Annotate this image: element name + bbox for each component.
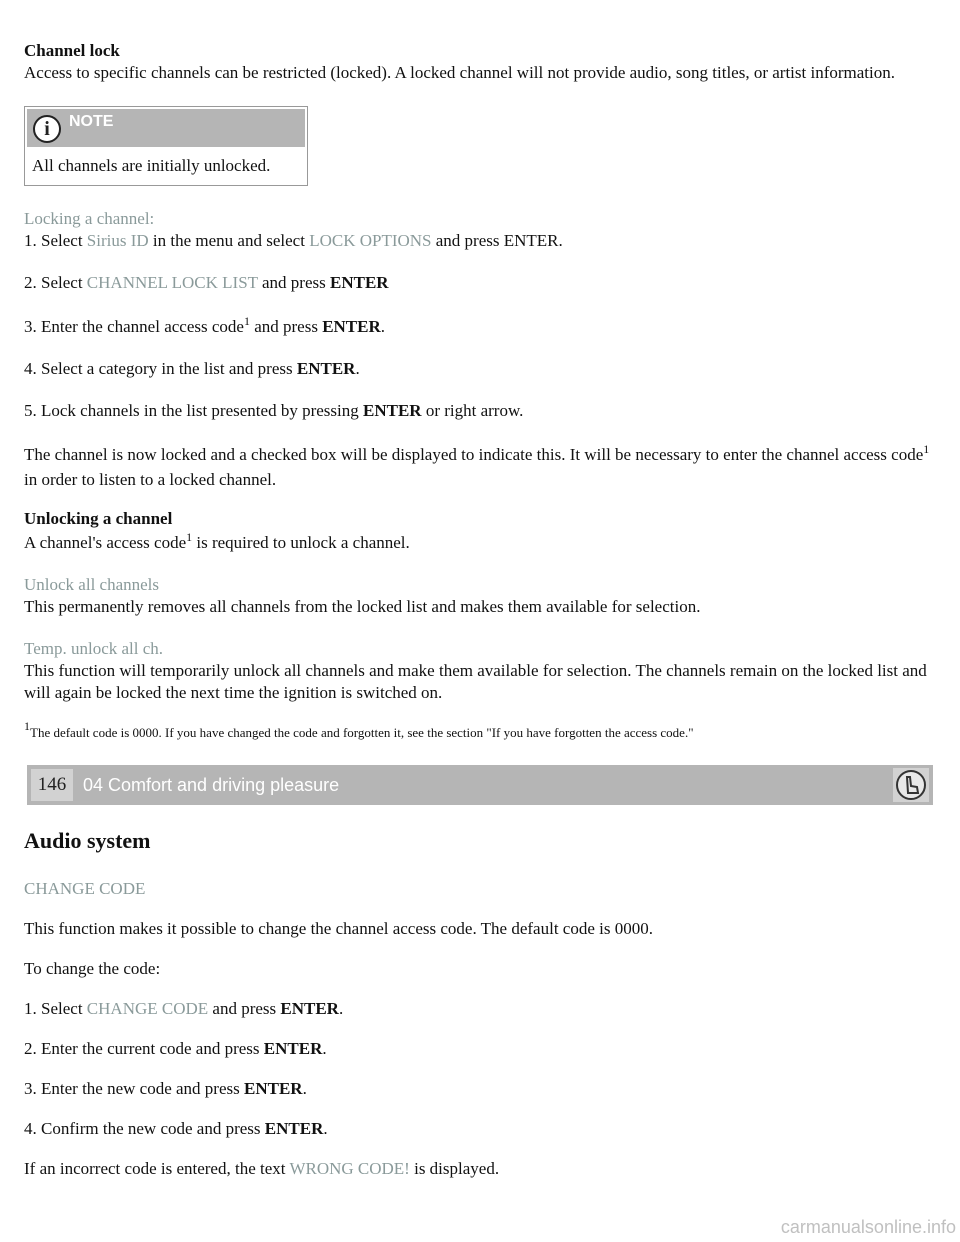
chapter-title: 04 Comfort and driving pleasure [83, 775, 340, 795]
locking-step-3: 3. Enter the channel access code$^1$ and press ENTER. [24, 314, 386, 336]
change-step-1: 1. Select CHANGE CODE and press ENTER. [24, 999, 344, 1018]
change-step-2: 2. Enter the current code and press ENTER. [24, 1039, 327, 1058]
seat-icon [896, 770, 926, 800]
audio-section [24, 828, 936, 1180]
note-text: All channels are initially unlocked. [32, 156, 271, 175]
wrong-code-text: If an incorrect code is entered, the text WRONG CODE! is displayed. [24, 1159, 500, 1178]
locking-step-4: 4. Select a category in the list and press ENTER. [24, 359, 360, 378]
unlock-all-heading: Unlock all channels [24, 575, 160, 594]
locking-heading: Locking a channel: [24, 209, 155, 228]
watermark: carmanualsonline.info [780, 1217, 956, 1237]
temp-unlock-text: This function will temporarily unlock all channels and make them available for selection. The channels remain on the locked list and will again be locked the next time the ignition is switched on. [24, 661, 927, 702]
unlocking-heading: Unlocking a channel [24, 509, 173, 528]
info-icon: i [33, 115, 61, 143]
channel-lock-intro: Access to specific channels can be restricted (locked). A locked channel will not provide audio, song titles, or artist information. [24, 63, 895, 82]
note-title: NOTE [69, 113, 114, 130]
chapter-icon [893, 768, 929, 802]
note-header [27, 109, 305, 147]
locking-after: The channel is now locked and a checked box will be displayed to indicate this. It will be necessary to enter the channel access code$^1$ in order to listen to a locked channel. [24, 442, 930, 489]
page-content [24, 40, 936, 744]
change-code-desc: This function makes it possible to change the channel access code. The default code is 0000. [24, 919, 653, 938]
change-step-3: 3. Enter the new code and press ENTER. [24, 1079, 307, 1098]
unlock-all-text: This permanently removes all channels from the locked list and makes them available for selection. [24, 597, 701, 616]
note-box [24, 106, 308, 186]
locking-step-1: 1. Select Sirius ID in the menu and select LOCK OPTIONS and press ENTER. [24, 231, 563, 250]
change-step-4: 4. Confirm the new code and press ENTER. [24, 1119, 328, 1138]
page-number: 146 [31, 769, 73, 801]
temp-unlock-heading: Temp. unlock all ch. [24, 639, 164, 658]
section-title: Audio system [24, 828, 151, 853]
unlocking-text: A channel's access code$^1$ is required to unlock a channel. [24, 530, 410, 552]
locking-step-2: 2. Select CHANNEL LOCK LIST and press ENTER [24, 273, 389, 292]
to-change-code: To change the code: [24, 959, 161, 978]
locking-step-5: 5. Lock channels in the list presented by pressing ENTER or right arrow. [24, 401, 524, 420]
footer-bar [27, 765, 933, 805]
footnote: $^1$The default code is 0000. If you have changed the code and forgotten it, see the section "If you have forgotten the access code." [24, 719, 694, 740]
channel-lock-heading: Channel lock [24, 41, 120, 60]
change-code-heading: CHANGE CODE [24, 879, 146, 898]
